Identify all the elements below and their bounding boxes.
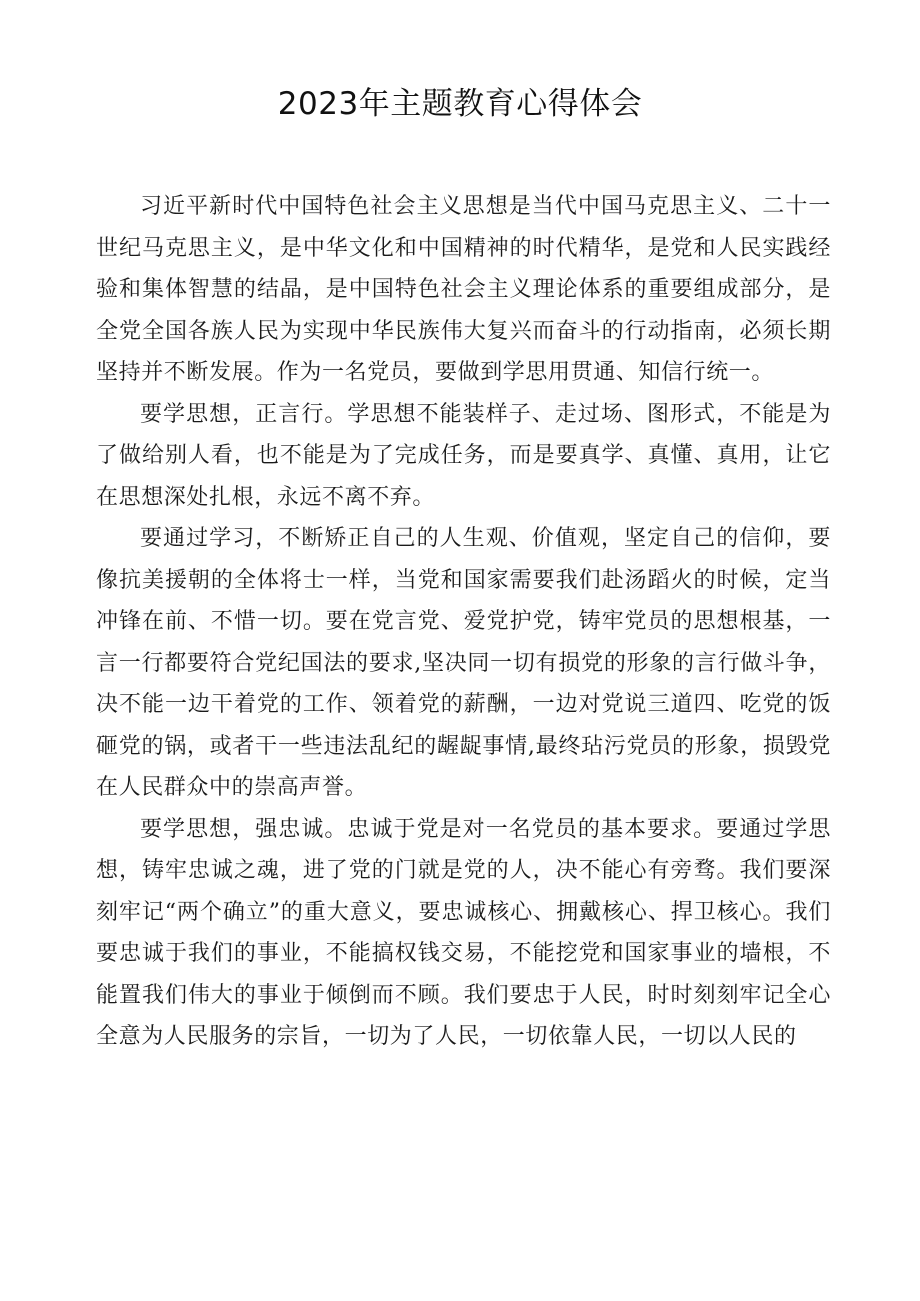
paragraph: 要学思想，正言行。学思想不能装样子、走过场、图形式，不能是为了做给别人看，也不能是为了完成任务，而是要真学、真懂、真用，让它在思想深处扎根，永远不离不弃。 — [96, 401, 831, 510]
paragraph: 要通过学习，不断矫正自己的人生观、价值观，坚定自己的信仰，要像抗美援朝的全体将士一样，当党和国家需要我们赴汤蹈火的时候，定当冲锋在前、不惜一切。要在党言党、爱党护党，铸牢党员的思想根基，一言一行都要符合党纪国法的要求,坚决同一切有损党的形象的言行做斗争，决不能一边干着党的工作、领着党的薪酬，一边对党说三道四、吃党的饭砸党的锅，或者干一些违法乱纪的龌龊事情,最终玷污党员的形象，损毁党在人民群众中的崇高声誉。 — [96, 526, 831, 800]
document-body — [96, 186, 831, 1058]
paragraph: 习近平新时代中国特色社会主义思想是当代中国马克思主义、二十一世纪马克思主义，是中华文化和中国精神的时代精华，是党和人民实践经验和集体智慧的结晶，是中国特色社会主义理论体系的重要组成部分，是全党全国各族人民为实现中华民族伟大复兴而奋斗的行动指南，必须长期坚持并不断发展。作为一名党员，要做到学思用贯通、知信行统一。 — [96, 194, 831, 385]
paragraph: 要学思想，强忠诚。忠诚于党是对一名党员的基本要求。要通过学思想，铸牢忠诚之魂，进了党的门就是党的人，决不能心有旁骛。我们要深刻牢记“两个确立”的重大意义，要忠诚核心、拥戴核心、捍卫核心。我们要忠诚于我们的事业，不能搞权钱交易，不能挖党和国家事业的墙根，不能置我们伟大的事业于倾倒而不顾。我们要忠于人民，时时刻刻牢记全心全意为人民服务的宗旨，一切为了人民，一切依靠人民，一切以人民的 — [96, 816, 831, 1049]
document-title: 2023年主题教育心得体会 — [277, 86, 643, 122]
